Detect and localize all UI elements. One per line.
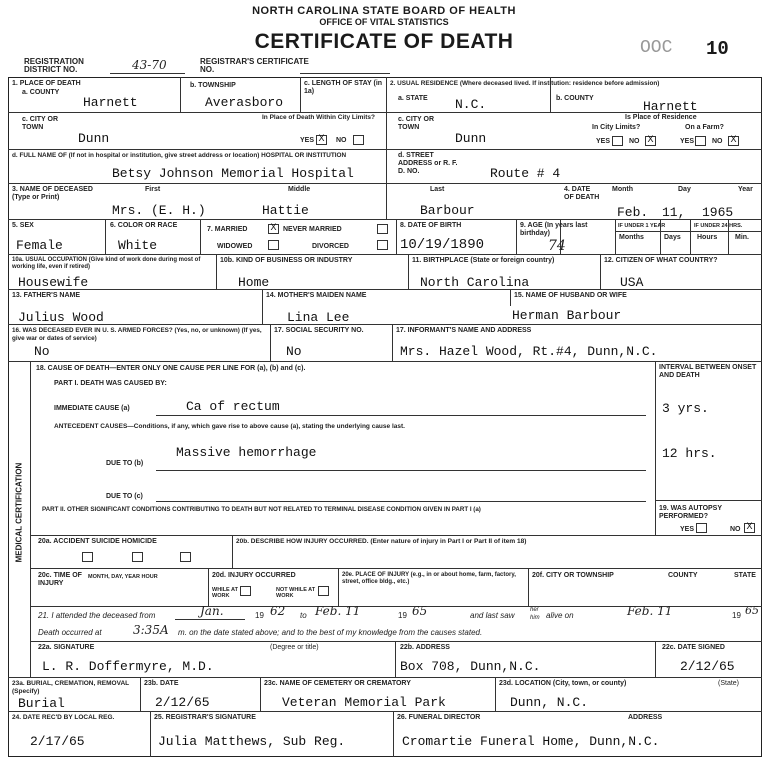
place-residence-label: Is Place of Residence <box>625 114 697 121</box>
no-label-2: NO <box>629 138 640 145</box>
father-label: 13. FATHER'S NAME <box>12 292 81 299</box>
hospital-label: d. FULL NAME OF (If not in hospital or institution, give street address or location) HOSPITAL OR INSTITUTION <box>12 152 347 159</box>
occurred-at-label: Death occurred at <box>38 628 102 637</box>
mother-label: 14. MOTHER'S MAIDEN NAME <box>266 292 367 299</box>
funeral-address-label: ADDRESS <box>628 714 663 721</box>
while-work-label: WHILE AT WORK <box>212 587 238 599</box>
death-day-value: 11, <box>662 205 686 220</box>
ssn-value: No <box>286 344 302 359</box>
year-label: Year <box>738 186 753 193</box>
divorced-checkbox[interactable] <box>377 240 388 250</box>
widowed-checkbox[interactable] <box>268 240 279 250</box>
name-first-value: Mrs. (E. H.) <box>112 203 206 218</box>
alive-on-label: alive on <box>546 611 574 620</box>
sex-label: 5. SEX <box>12 222 34 229</box>
date-death-label: 4. DATE OF DEATH <box>564 186 600 201</box>
registrar-certificate-label: REGISTRAR'S CERTIFICATE NO. <box>200 57 309 74</box>
race-label: 6. COLOR OR RACE <box>110 222 178 229</box>
due-b-label: DUE TO (b) <box>106 460 144 467</box>
hours-label: Hours <box>697 234 718 241</box>
res-city-value: Dunn <box>455 131 487 146</box>
death-time-value: 3:35A <box>133 623 169 637</box>
on-farm-no-checkbox[interactable]: X <box>728 136 739 146</box>
autopsy-label: 19. WAS AUTOPSY PERFORMED? <box>659 505 722 520</box>
divorced-label: DIVORCED <box>312 243 349 250</box>
county-injury-label: COUNTY <box>668 572 698 579</box>
autopsy-yes-label: YES <box>680 526 695 533</box>
funeral-director-value: Cromartie Funeral Home, Dunn,N.C. <box>402 734 660 749</box>
cause-a-value: Ca of rectum <box>186 399 280 414</box>
board-name: NORTH CAROLINA STATE BOARD OF HEALTH <box>252 5 516 17</box>
armed-value: No <box>34 344 50 359</box>
sex-value: Female <box>16 238 63 253</box>
res-county-value: Harnett <box>643 99 698 114</box>
city-town-label: c. CITY OR TOWN <box>22 116 59 131</box>
degree-label: (Degree or title) <box>270 644 319 651</box>
time-injury-label: 20c. TIME OF INJURY <box>38 572 82 587</box>
nineteen-3: 19 <box>732 611 741 620</box>
attended-to-year: 65 <box>412 604 428 618</box>
to-label: to <box>300 611 307 620</box>
armed-forces-label: 16. WAS DECEASED EVER IN U. S. ARMED FORCES? (Yes, no, or unknown) (If yes, give war or dates of service) <box>12 327 262 342</box>
autopsy-no-label: NO <box>730 526 741 533</box>
signature-label: 22a. SIGNATURE <box>38 644 95 651</box>
name-last-value: Barbour <box>420 203 475 218</box>
res-city-label: c. CITY OR TOWN <box>398 116 435 131</box>
within-limits-yes-checkbox[interactable]: X <box>316 135 327 145</box>
cause-b-value: Massive hemorrhage <box>176 445 317 460</box>
cemetery-value: Veteran Memorial Park <box>282 695 446 710</box>
registration-district-number: 43-70 <box>132 58 167 72</box>
yes-label-1: YES <box>300 137 315 144</box>
certificate-title: CERTIFICATE OF DEATH <box>254 30 514 53</box>
death-month-value: Feb. <box>617 205 649 220</box>
burial-label: 23a. BURIAL, CREMATION, REMOVAL (Specify) <box>12 680 130 695</box>
in-city-no-checkbox[interactable]: X <box>645 136 656 146</box>
address-label: 22b. ADDRESS <box>400 644 450 651</box>
city-value: Dunn <box>78 131 110 146</box>
middle-label: Middle <box>288 186 311 193</box>
injury-occurred-label: 20d. INJURY OCCURRED <box>212 572 296 579</box>
nineteen-1: 19 <box>255 611 264 620</box>
date-received-label: 24. DATE REC'D BY LOCAL REG. <box>12 714 115 721</box>
homicide-checkbox[interactable] <box>180 552 191 562</box>
antecedent-label: ANTECEDENT CAUSES—Conditions, if any, which gave rise to above cause (a), stating the underlying cause last. <box>54 423 405 430</box>
burial-value: Burial <box>18 696 65 711</box>
burial-date-label: 23b. DATE <box>144 680 179 687</box>
state-injury-label: STATE <box>734 572 756 579</box>
race-value: White <box>118 238 158 253</box>
not-work-checkbox[interactable] <box>318 586 329 596</box>
date-received-value: 2/17/65 <box>30 734 85 749</box>
location-label: 23d. LOCATION (City, town, or county) <box>499 680 627 687</box>
city-injury-label: 20f. CITY OR TOWNSHIP <box>532 572 614 579</box>
never-married-checkbox[interactable] <box>377 224 388 234</box>
res-county-label: b. COUNTY <box>556 95 594 102</box>
autopsy-yes-checkbox[interactable] <box>696 523 707 533</box>
name-deceased-label: 3. NAME OF DECEASED (Type or Print) <box>12 186 93 201</box>
attended-from-year: 62 <box>270 604 286 618</box>
hospital-value: Betsy Johnson Memorial Hospital <box>112 166 354 181</box>
min-label: Min. <box>735 234 749 241</box>
father-value: Julius Wood <box>18 310 104 325</box>
spouse-label: 15. NAME OF HUSBAND OR WIFE <box>514 292 627 299</box>
autopsy-no-checkbox[interactable]: X <box>744 523 755 533</box>
township-value: Averasboro <box>205 95 284 110</box>
married-label: 7. MARRIED <box>207 226 248 233</box>
citizen-label: 12. CITIZEN OF WHAT COUNTRY? <box>604 257 718 264</box>
nineteen-2: 19 <box>398 611 407 620</box>
on-farm-label: On a Farm? <box>685 124 724 131</box>
registrar-signature-label: 25. REGISTRAR'S SIGNATURE <box>154 714 256 721</box>
married-checkbox[interactable]: X <box>268 224 279 234</box>
occupation-label: 10a. USUAL OCCUPATION (Give kind of work done during most of working life, even if retired) <box>12 257 201 270</box>
injury-description-label: 20b. DESCRIBE HOW INJURY OCCURRED. (Enter nature of injury in Part I or Part II of item 18) <box>236 538 527 545</box>
place-injury-label: 20e. PLACE OF INJURY (e.g., in or about home, farm, factory, street, office bldg., etc.) <box>342 572 516 585</box>
first-label: First <box>145 186 161 193</box>
never-married-label: NEVER MARRIED <box>283 226 342 233</box>
street-label: d. STREET ADDRESS or R. F. D. NO. <box>398 152 458 175</box>
part1-label: PART I. DEATH WAS CAUSED BY: <box>54 380 167 387</box>
accident-label: 20a. ACCIDENT SUICIDE HOMICIDE <box>38 538 157 545</box>
state-label: a. STATE <box>398 95 428 102</box>
interval-b-value: 12 hrs. <box>662 446 717 461</box>
township-label: b. TOWNSHIP <box>190 82 236 89</box>
place-of-death-label: 1. PLACE OF DEATH <box>12 80 81 87</box>
address-value: Box 708, Dunn,N.C. <box>400 659 541 674</box>
in-city-yes-checkbox[interactable] <box>612 136 623 146</box>
street-value: Route # 4 <box>490 166 561 181</box>
business-label: 10b. KIND OF BUSINESS OR INDUSTRY <box>220 257 353 264</box>
usual-residence-label: 2. USUAL RESIDENCE (Where deceased lived. If institution: residence before admission) <box>390 80 660 87</box>
medical-certification-side-label: MEDICAL CERTIFICATION <box>14 462 24 563</box>
her-label: her <box>530 607 539 613</box>
ssn-label: 17. SOCIAL SECURITY NO. <box>274 327 364 334</box>
cemetery-label: 23c. NAME OF CEMETERY OR CREMATORY <box>264 680 411 687</box>
last-seen-year: 65 <box>745 604 759 617</box>
informant-value: Mrs. Hazel Wood, Rt.#4, Dunn,N.C. <box>400 344 658 359</box>
last-seen-value: Feb. 11 <box>627 604 673 618</box>
yes-label-3: YES <box>680 138 695 145</box>
interval-label: INTERVAL BETWEEN ONSET AND DEATH <box>659 364 757 379</box>
yes-label-2: YES <box>596 138 611 145</box>
in-city-label: In City Limits? <box>592 124 641 131</box>
no-label-1: NO <box>336 137 347 144</box>
registration-district-label: REGISTRATION DISTRICT NO. <box>24 57 84 74</box>
stamp-number: 10 <box>706 38 729 60</box>
interval-a-value: 3 yrs. <box>662 401 709 416</box>
name-middle-value: Hattie <box>262 203 309 218</box>
due-c-label: DUE TO (c) <box>106 493 143 500</box>
widowed-label: WIDOWED <box>217 243 253 250</box>
attended-from-value: Jan. <box>200 604 224 618</box>
days-label: Days <box>664 234 681 241</box>
part2-label: PART II. OTHER SIGNIFICANT CONDITIONS CONTRIBUTING TO DEATH BUT NOT RELATED TO TERMINAL DISEASE CONDITION GIVEN IN PART I (a) <box>42 506 481 513</box>
knowledge-label: m. on the date stated above; and to the best of my knowledge from the causes stated. <box>178 628 483 637</box>
under-24-label: IF UNDER 24 HRS. <box>694 223 743 229</box>
him-label: him <box>530 615 540 621</box>
stamp-prefix: ООС <box>640 38 673 58</box>
length-stay-label: c. LENGTH OF STAY (in 1a) <box>304 80 383 95</box>
date-signed-value: 2/12/65 <box>680 659 735 674</box>
birth-date-label: 8. DATE OF BIRTH <box>400 222 462 229</box>
no-label-3: NO <box>712 138 723 145</box>
office-name: OFFICE OF VITAL STATISTICS <box>319 17 449 27</box>
mother-value: Lina Lee <box>287 310 350 325</box>
day-label: Day <box>678 186 691 193</box>
time-sub-label: MONTH, DAY, YEAR HOUR <box>88 574 158 580</box>
location-value: Dunn, N.C. <box>510 695 589 710</box>
on-farm-yes-checkbox[interactable] <box>695 136 706 146</box>
birthplace-value: North Carolina <box>420 275 530 290</box>
registrar-signature-value: Julia Matthews, Sub Reg. <box>158 734 346 749</box>
informant-label: 17. INFORMANT'S NAME AND ADDRESS <box>396 327 532 334</box>
state-value: N.C. <box>455 97 487 112</box>
cause-heading: 18. CAUSE OF DEATH—ENTER ONLY ONE CAUSE PER LINE FOR (a), (b) and (c). <box>36 365 306 372</box>
suicide-checkbox[interactable] <box>132 552 143 562</box>
last-saw-label: and last saw <box>470 611 515 620</box>
date-signed-label: 22c. DATE SIGNED <box>662 644 725 651</box>
age-label: 9. AGE (In years last birthday) <box>520 222 588 237</box>
attended-to-value: Feb. 11 <box>315 604 361 618</box>
spouse-value: Herman Barbour <box>512 308 622 323</box>
immediate-cause-label: IMMEDIATE CAUSE (a) <box>54 405 130 412</box>
last-label: Last <box>430 186 445 193</box>
citizen-value: USA <box>620 275 644 290</box>
attended-label: 21. I attended the deceased from <box>38 611 156 620</box>
business-value: Home <box>238 275 270 290</box>
accident-checkbox[interactable] <box>82 552 93 562</box>
age-value: 74 <box>548 238 566 254</box>
birth-date-value: 10/19/1890 <box>400 237 485 253</box>
within-limits-label: In Place of Death Within City Limits? <box>262 114 375 121</box>
month-label: Month <box>612 186 633 193</box>
state-paren-label: (State) <box>718 680 740 687</box>
within-limits-no-checkbox[interactable] <box>353 135 364 145</box>
county-value: Harnett <box>83 95 138 110</box>
death-year-value: 1965 <box>702 205 734 220</box>
signature-value: L. R. Doffermyre, M.D. <box>42 659 214 674</box>
birthplace-label: 11. BIRTHPLACE (State or foreign country) <box>412 257 555 264</box>
occupation-value: Housewife <box>18 275 89 290</box>
not-work-label: NOT WHILE AT WORK <box>276 587 316 599</box>
while-work-checkbox[interactable] <box>240 586 251 596</box>
months-label: Months <box>619 234 644 241</box>
county-label: a. COUNTY <box>22 89 60 96</box>
burial-date-value: 2/12/65 <box>155 695 210 710</box>
funeral-director-label: 26. FUNERAL DIRECTOR <box>397 714 481 721</box>
under-1yr-label: IF UNDER 1 YEAR <box>618 223 666 229</box>
